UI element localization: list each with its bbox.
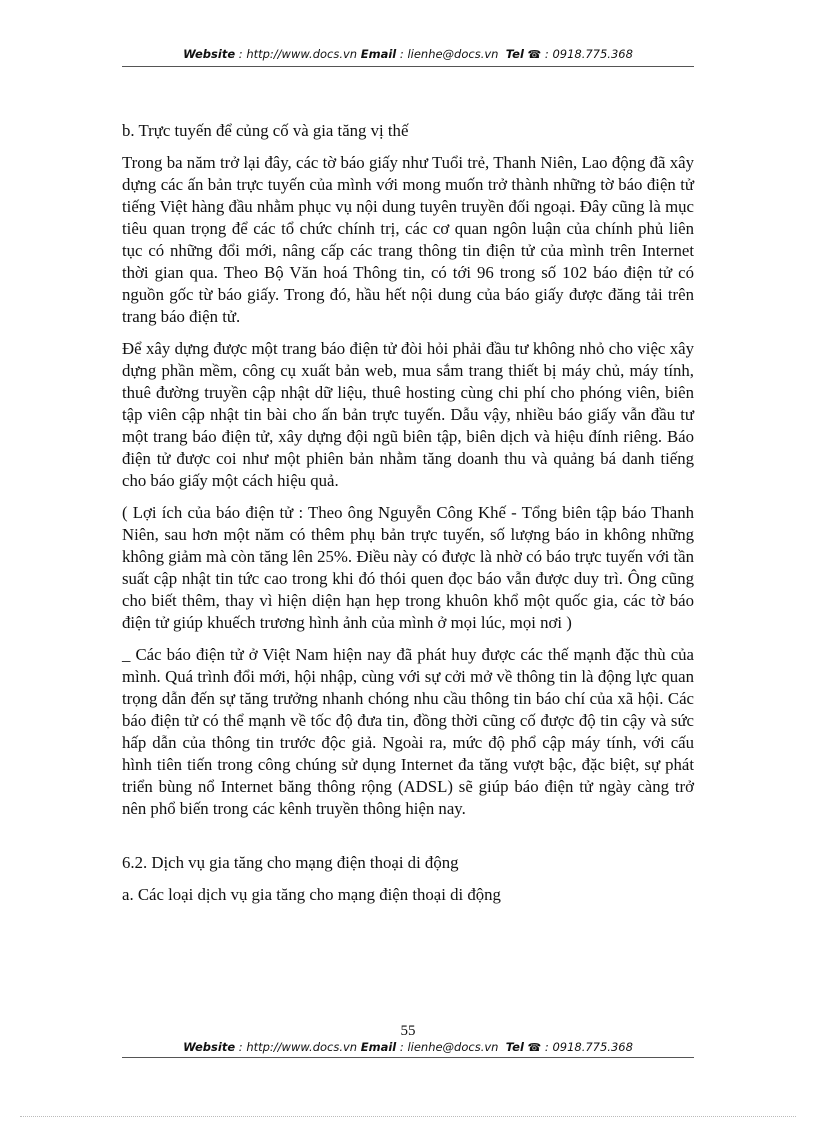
website-url[interactable]: http://www.docs.vn (246, 1040, 358, 1054)
section-heading-a: a. Các loại dịch vụ gia tăng cho mạng điện thoại di động (122, 885, 501, 904)
paragraph-4: _ Các báo điện tử ở Việt Nam hiện nay đã phát huy được các thế mạnh đặc thù của mình. Quá trình đổi mới, hội nhập, cùng với sự cởi mở về thông tin là động lực quan trọng dẫn đến sự tăng trưởng nhanh chóng nhu cầu thông tin báo chí của xã hội. Các báo điện tử có thể mạnh về tốc độ đưa tin, đồng thời cũng cố được độ tin cậy và sức hấp dẫn của thông tin trước độc giả. Ngoài ra, mức độ phổ cập máy tính, với cấu hình tiên tiến trong công chúng sử dụng Internet đa tăng vượt bậc, đặc biệt, sự phát triển bùng nổ Internet băng thông rộng (ADSL) sẽ giúp báo điện tử ngày càng trở nên phổ biến trong các kênh truyền thông hiện nay. (122, 645, 694, 818)
email-value[interactable]: lienhe@docs.vn (407, 1040, 499, 1054)
header-rule (122, 66, 694, 67)
phone-icon: ☎ (527, 1041, 542, 1054)
tel-value: 0918.775.368 (552, 1040, 633, 1054)
paragraph-2: Để xây dựng được một trang báo điện tử đòi hỏi phải đầu tư không nhỏ cho việc xây dựng phần mềm, công cụ xuất bản web, mua sắm trang thiết bị máy chủ, máy tính, thuê đường truyền cập nhật dữ liệu, thuê hosting cùng chi phí cho phóng viên, biên tập viên cập nhật tin bài cho ấn bản trực tuyến. Dẫu vậy, nhiều báo giấy vẫn đầu tư một trang báo điện tử, xây dựng đội ngũ biên tập, biên dịch và hiệu đính riêng. Báo điện tử được coi như một phiên bản nhằm tăng doanh thu và quảng bá danh tiếng cho báo giấy một cách hiệu quả. (122, 339, 694, 490)
email-label: Email (360, 1040, 397, 1054)
page-number: 55 (400, 1023, 416, 1039)
page-footer: Website : http://www.docs.vn Email : lienhe@docs.vn Tel ☎ : 0918.775.368 (183, 1040, 633, 1054)
section-heading-6-2: 6.2. Dịch vụ gia tăng cho mạng điện thoại di động (122, 853, 459, 872)
website-label: Website (183, 1040, 236, 1054)
section-heading-b: b. Trực tuyến để củng cố và gia tăng vị thế (122, 121, 409, 140)
website-url[interactable]: http://www.docs.vn (246, 47, 358, 61)
email-label: Email (360, 47, 397, 61)
page-header: Website : http://www.docs.vn Email : lienhe@docs.vn Tel ☎ : 0918.775.368 (183, 47, 633, 61)
tel-label: Tel (505, 1040, 524, 1054)
page-edge-divider (20, 1116, 796, 1117)
footer-rule (122, 1057, 694, 1058)
document-body (122, 120, 694, 916)
paragraph-3: ( Lợi ích của báo điện tử : Theo ông Nguyễn Công Khế - Tổng biên tập báo Thanh Niên, sau hơn một năm có thêm phụ bản trực tuyến, số lượng báo in không những không giảm mà còn tăng lên 25%. Điều này có được là nhờ có báo trực tuyến với tần suất cập nhật tin tức cao trong khi đó thói quen đọc báo vẫn được duy trì. Ông cũng cho biết thêm, thay vì hiện diện hạn hẹp trong khuôn khổ một quốc gia, các tờ báo điện tử giúp khuếch trương hình ảnh của mình ở mọi lúc, mọi nơi ) (122, 503, 694, 632)
email-value[interactable]: lienhe@docs.vn (407, 47, 499, 61)
website-label: Website (183, 47, 236, 61)
tel-label: Tel (505, 47, 524, 61)
tel-value: 0918.775.368 (552, 47, 633, 61)
paragraph-1: Trong ba năm trở lại đây, các tờ báo giấy như Tuổi trẻ, Thanh Niên, Lao động đã xây dựng các ấn bản trực tuyến của mình với mong muốn trở thành những tờ báo điện tử tiếng Việt hàng đầu nhằm phục vụ nội dung tuyên truyền đối ngoại. Đây cũng là mục tiêu quan trọng để các tổ chức chính trị, các cơ quan ngôn luận của chính phủ liên tục có những đổi mới, nâng cấp các trang thông tin điện tử của mình trên Internet thời gian qua. Theo Bộ Văn hoá Thông tin, có tới 96 trong số 102 báo điện tử có nguồn gốc từ báo giấy. Trong đó, hầu hết nội dung của báo giấy được đăng tải trên trang báo điện tử. (122, 153, 694, 326)
phone-icon: ☎ (527, 48, 542, 61)
